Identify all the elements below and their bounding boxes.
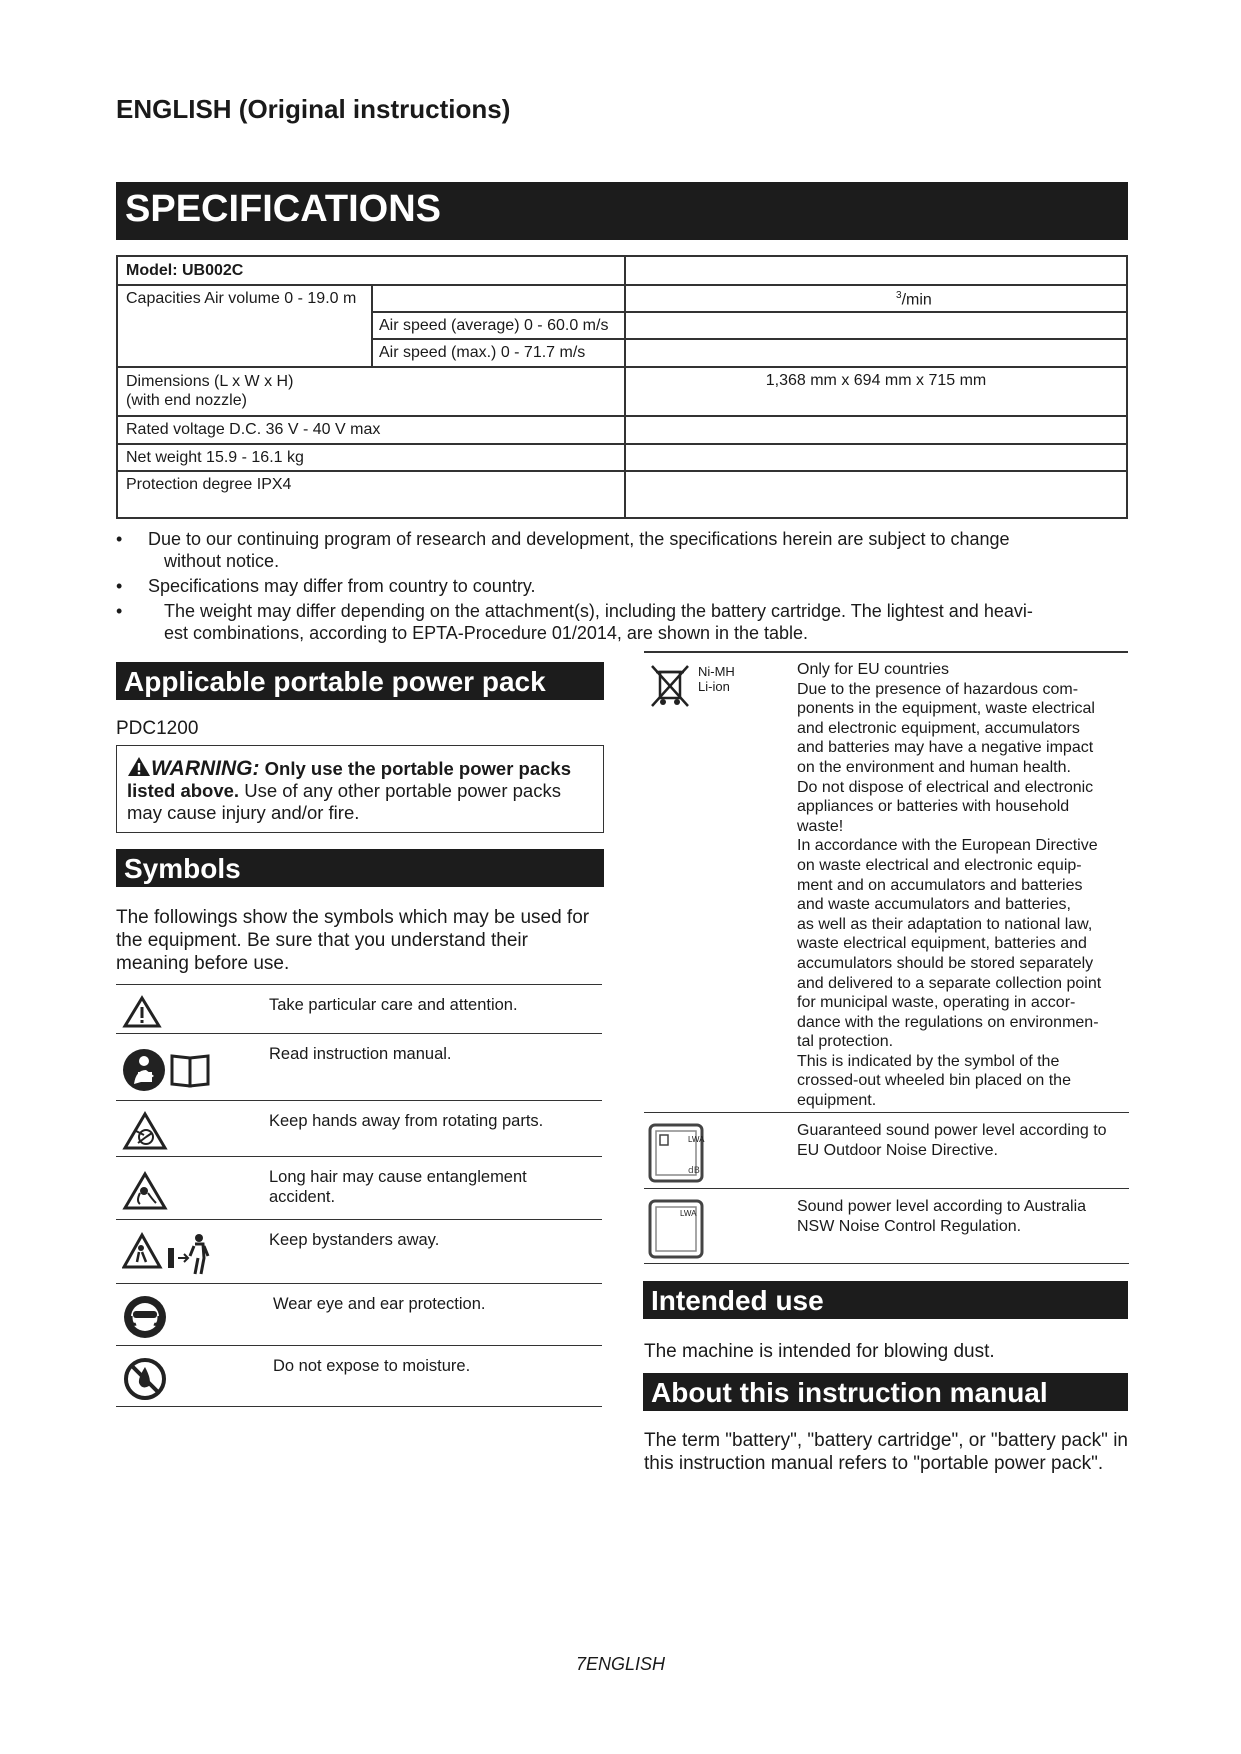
spec-air-volume-unit: $^3$/min [896, 290, 932, 309]
spec-note: • Specifications may differ from country to country. [116, 576, 536, 596]
symbol-description: Long hair may cause entanglement accident. [269, 1168, 527, 1206]
battery-type-liion: Li-ion [698, 679, 730, 694]
read-manual-icon [122, 1046, 222, 1099]
symbol-description: Wear eye and ear protection. [273, 1295, 486, 1313]
crossed-bin-icon [646, 662, 694, 715]
power-pack-model: PDC1200 [116, 718, 199, 739]
eye-ear-protection-icon [122, 1294, 168, 1345]
warning-triangle-icon [127, 756, 151, 777]
page-footer: 7ENGLISH [575, 1654, 666, 1674]
about-manual-heading: About this instruction manual [643, 1373, 1128, 1411]
intended-use-heading: Intended use [643, 1281, 1128, 1319]
symbol-description: Keep hands away from rotating parts. [269, 1112, 544, 1130]
spec-note: • Due to our continuing program of research and development, the specifications herein are subject to change without notice. [116, 529, 1010, 571]
battery-type-nimh: Ni-MH [698, 664, 735, 679]
spec-rated-voltage: Rated voltage D.C. 36 V - 40 V max [126, 421, 381, 438]
warning-bold-text: Only use the portable power packs listed above. [127, 758, 572, 801]
symbol-description: Do not expose to moisture. [273, 1357, 471, 1375]
battery-types [698, 664, 735, 694]
symbol-row [116, 984, 602, 1033]
rotating-parts-icon [122, 1111, 168, 1156]
sound-eu-text: Guaranteed sound power level according to EU Outdoor Noise Directive. [797, 1122, 1107, 1159]
symbol-description: Take particular care and attention. [269, 996, 518, 1014]
about-manual-text: The term "battery", "battery cartridge", or "battery pack" in this instruction manual refers to "portable power pack". [644, 1430, 1128, 1474]
sound-aus-row [644, 1188, 1129, 1264]
symbol-row [116, 1219, 602, 1283]
symbols-heading: Symbols [116, 849, 604, 887]
symbol-row [116, 1283, 602, 1345]
long-hair-icon [122, 1171, 168, 1216]
spec-air-speed-max: Air speed (max.) 0 - 71.7 m/s [379, 344, 586, 361]
no-moisture-icon [122, 1356, 168, 1407]
specification-notes [116, 528, 1128, 647]
sound-eu-row [644, 1112, 1129, 1188]
spec-dimensions-label [118, 367, 301, 415]
eu-disposal-text: Only for EU countries Due to the presence of hazardous com- ponents in the equipment, waste electrical and electronic equipment, accumulators and batteries may have a negative impact on the environment and human health. Do not dispose of electrical and electronic appliances or batteries with household waste! In accordance with the European Directive on waste electrical and electronic equip- ment and on accumulators and batteries and waste accumulators and batteries, as well as their adaptation to national law, waste electrical equipment, batteries and accumulators should be stored separately and delivered to a separate collection point for municipal waste, operating in accor- dance with the regulations on environmen- tal protection. This is indicated by the symbol of the crossed-out wheeled bin placed on the equipment. [797, 661, 1102, 1110]
spec-note: • The weight may differ depending on the attachment(s), including the battery cartridge. The lightest and heavi- est combinations, according to EPTA-Procedure 01/2014, are shown in the table. [116, 601, 1033, 643]
language-title: ENGLISH (Original instructions) [116, 94, 511, 124]
symbol-description: Keep bystanders away. [269, 1231, 440, 1249]
sound-aus-text: Sound power level according to Australia NSW Noise Control Regulation. [797, 1198, 1087, 1235]
spec-protection-degree: Protection degree IPX4 [126, 476, 292, 493]
lwa-label: LWA [680, 1209, 697, 1218]
lwa-label: LWA [688, 1135, 705, 1144]
warning-triangle-icon [122, 995, 162, 1034]
intended-use-text: The machine is intended for blowing dust. [644, 1341, 995, 1362]
power-pack-heading: Applicable portable power pack [116, 662, 604, 700]
spec-air-speed-average: Air speed (average) 0 - 60.0 m/s [379, 317, 609, 334]
spec-dimensions-line2: (with end nozzle) [126, 392, 247, 409]
warning-box [116, 745, 604, 833]
spec-model: Model: UB002C [126, 262, 244, 279]
symbol-row [116, 1345, 602, 1407]
sound-level-eu-icon [648, 1123, 704, 1188]
svg-text:dB: dB [688, 1166, 700, 1176]
spec-air-volume: Capacities Air volume 0 - 19.0 m [126, 290, 357, 307]
symbol-row [116, 1156, 602, 1219]
symbols-intro: The followings show the symbols which may be used for the equipment. Be sure that you understand their meaning before use. [116, 907, 590, 974]
warning-label: WARNING: [151, 757, 260, 780]
specifications-heading: SPECIFICATIONS [116, 182, 1128, 240]
symbol-description: Read instruction manual. [269, 1045, 452, 1063]
symbol-row [116, 1100, 602, 1156]
spec-dimensions-value: 1,368 mm x 694 mm x 715 mm [765, 372, 987, 389]
specifications-table [116, 255, 1128, 519]
bystanders-icon [122, 1230, 222, 1281]
spec-dimensions-line1: Dimensions (L x W x H) [126, 373, 294, 390]
spec-net-weight: Net weight 15.9 - 16.1 kg [126, 449, 304, 466]
symbol-row [116, 1033, 602, 1100]
warning-text: Use of any other portable power packs may cause injury and/or fire. [127, 780, 561, 823]
